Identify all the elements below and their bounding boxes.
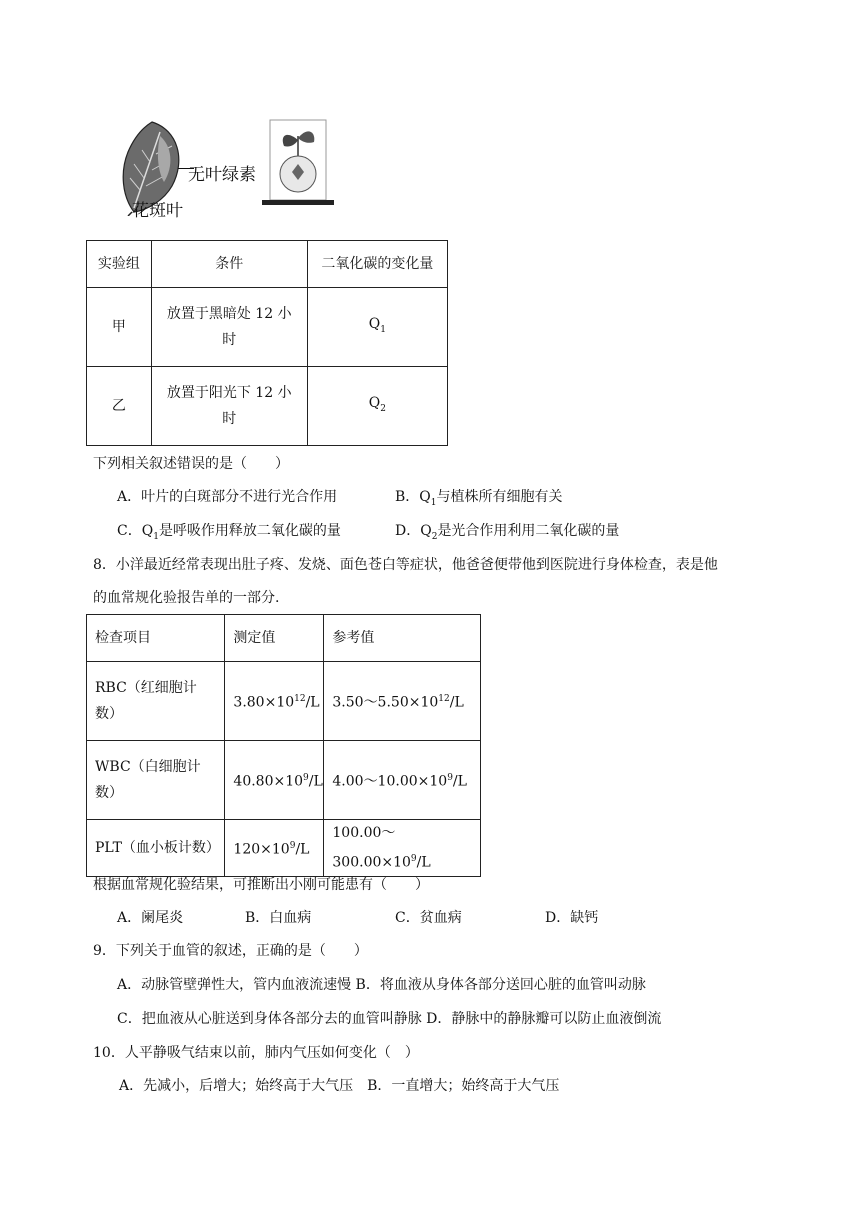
condition-line: 时: [222, 411, 237, 427]
q7-stem: 下列相关叙述错误的是（ ）: [93, 456, 289, 472]
q9-stem: 9．下列关于血管的叙述，正确的是（ ）: [93, 943, 368, 959]
item-line: WBC（白细胞计: [95, 759, 201, 775]
q8-ask: 根据血常规化验结果，可推断出小刚可能患有（ ）: [93, 877, 429, 893]
table-row: [87, 367, 448, 446]
measured-value-cell: $120\times 10^9/L$: [225, 820, 324, 877]
q8-option-c: C．贫血病: [395, 910, 462, 926]
q8-stem-line2: 的血常规化验报告单的一部分.: [93, 590, 280, 606]
reference-value-cell: $3.50\sim 5.50\times 10^{12}/L$: [324, 662, 481, 741]
potted-plant-image: [262, 116, 334, 208]
table-header: 测定值: [225, 615, 324, 662]
measured-value-cell: $40.80\times 10^9/L$: [225, 741, 324, 820]
co2-change-cell: [307, 367, 447, 446]
q7-option-b: B．$Q_1$与植株所有细胞有关: [395, 489, 563, 508]
condition-line: 放置于阳光下 12 小: [166, 385, 292, 401]
group-cell: 甲: [87, 288, 152, 367]
label-variegated-leaf: 花斑叶: [132, 201, 183, 221]
q7-option-d: D．$Q_2$是光合作用利用二氧化碳的量: [395, 523, 620, 542]
q10-options-line1: A．先减小，后增大；始终高于大气压 B．一直增大；始终高于大气压: [119, 1078, 560, 1094]
reference-value-cell: $100.00\sim 300.00\times 10^9/L$: [324, 820, 481, 877]
q9-options-line2: C．把血液从心脏送到身体各部分去的血管叫静脉 D．静脉中的静脉瓣可以防止血液倒流: [117, 1011, 662, 1027]
q10-stem: 10．人平静吸气结束以前，肺内气压如何变化（ ）: [93, 1045, 419, 1061]
item-line: 数）: [95, 785, 123, 801]
condition-cell: [151, 367, 307, 446]
q7-option-a: A．叶片的白斑部分不进行光合作用: [117, 489, 338, 505]
blood-test-table: [86, 614, 481, 877]
item-line: RBC（红细胞计: [95, 680, 197, 696]
q-subscript: 1: [380, 324, 386, 335]
q8-option-b: B．白血病: [245, 910, 312, 926]
q9-options-line1: A．动脉管壁弹性大，管内血液流速慢 B．将血液从身体各部分送回心脏的血管叫动脉: [117, 977, 646, 993]
table-row: [87, 288, 448, 367]
item-cell: PLT（血小板计数）: [87, 820, 225, 877]
table-row: [87, 741, 481, 820]
table-header: 参考值: [324, 615, 481, 662]
item-cell: [87, 741, 225, 820]
experiment-table: [86, 240, 448, 446]
q7-option-c: C．$Q_1$是呼吸作用释放二氧化碳的量: [117, 523, 341, 542]
table-row: [87, 820, 481, 877]
experiment-figure: [112, 112, 342, 220]
q-subscript: 2: [380, 403, 386, 414]
item-line: 数）: [95, 706, 123, 722]
q8-stem-line1: 8．小洋最近经常表现出肚子疼、发烧、面色苍白等症状，他爸爸便带他到医院进行身体检查，表是他: [93, 557, 718, 573]
condition-cell: [151, 288, 307, 367]
table-header: 实验组: [87, 241, 152, 288]
q-symbol: Q: [368, 316, 381, 333]
q8-option-d: D．缺钙: [545, 910, 599, 926]
q8-option-a: A．阑尾炎: [117, 910, 184, 926]
table-row: [87, 662, 481, 741]
item-cell: [87, 662, 225, 741]
label-no-chlorophyll: 无叶绿素: [188, 165, 256, 185]
q-symbol: Q: [368, 395, 381, 412]
condition-line: 时: [222, 332, 237, 348]
table-header: 条件: [151, 241, 307, 288]
measured-value-cell: $3.80\times 10^{12}/L$: [225, 662, 324, 741]
table-header: 二氧化碳的变化量: [307, 241, 447, 288]
table-header: 检查项目: [87, 615, 225, 662]
group-cell: 乙: [87, 367, 152, 446]
reference-value-cell: $4.00\sim 10.00\times 10^9/L$: [324, 741, 481, 820]
condition-line: 放置于黑暗处 12 小: [166, 306, 292, 322]
co2-change-cell: [307, 288, 447, 367]
